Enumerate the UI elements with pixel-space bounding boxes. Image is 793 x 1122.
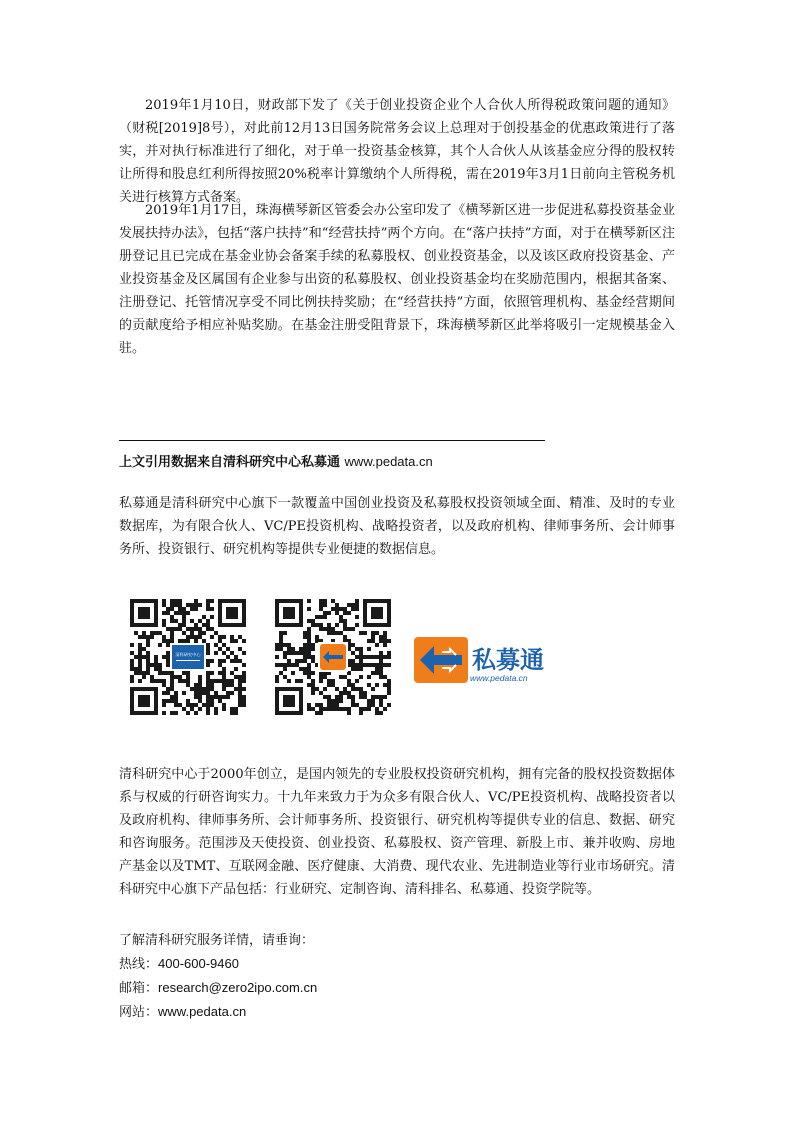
wechat-qr-code-pedata bbox=[271, 595, 395, 719]
zero2ipo-about: 清科研究中心于2000年创立，是国内领先的专业股权投资研究机构，拥有完备的股权投资数据体系与权威的行研咨询实力。十九年来致力于为众多有限合伙人、VC/PE投资机构、战略投资者以及政府机构、律师事务所、会计师事务所、投资银行、研究机构等提供专业的信息、数据、研究和咨询服务。范围涉及天使投资、创业投资、私募股权、资产管理、新股上市、兼并收购、房地产基金以及TMT、互联网金融、医疗健康、大消费、现代农业、先进制造业等行业市场研究。清科研究中心旗下产品包括：行业研究、定制咨询、清科排名、私募通、投资学院等。 bbox=[119, 767, 675, 897]
phone-label: 热线： bbox=[119, 957, 159, 972]
pedata-intro: 私募通是清科研究中心旗下一款覆盖中国创业投资及私募股权投资领域全面、精准、及时的专业数据库，为有限合伙人、VC/PE投资机构、战略投资者，以及政府机构、律师事务所、会计师事务所、投资银行、研究机构等提供专业便捷的数据信息。 bbox=[119, 496, 675, 557]
paragraph-hengqin-policy: 2019年1月17日，珠海横琴新区管委会办公室印发了《横琴新区进一步促进私募投资基金业发展扶持办法》，包括“落户扶持”和“经营扶持”两个方向。在“落户扶持”方面，对于在横琴新区注册登记且已完成在基金业协会备案手续的私募股权、创业投资基金，以及该区政府投资基金、产业投资基金及区属国有企业参与出资的私募股权、创业投资基金均在奖励范围内，根据其备案、注册登记、托管情况享受不同比例扶持奖励；在“经营扶持”方面，依照管理机构、基金经营期间的贡献度给予相应补贴奖励。在基金注册受阻背景下，珠海横琴新区此举将吸引一定规模基金入驻。 bbox=[119, 203, 675, 356]
pedata-logo bbox=[412, 595, 552, 719]
paragraph-tax-policy: 2019年1月10日，财政部下发了《关于创业投资企业个人合伙人所得税政策问题的通知》（财税[2019]8号），对此前12月13日国务院常务会议上总理对于创投基金的优惠政策进行了落实，并对执行标准进行了细化，对于单一投资基金核算，其个人合伙人从该基金应分得的股权转让所得和股息红利所得按照20%税率计算缴纳个人所得税，需在2019年3月1日前向主管税务机关进行核算方式备案。 bbox=[119, 98, 675, 205]
contact-phone-row bbox=[119, 952, 317, 976]
zero2ipo-logo-icon bbox=[172, 645, 204, 669]
contact-heading: 了解清科研究服务详情，请垂询： bbox=[119, 933, 315, 948]
contact-block bbox=[119, 929, 317, 1024]
data-source-note bbox=[119, 451, 433, 470]
email-address[interactable]: research@zero2ipo.com.cn bbox=[158, 980, 318, 995]
contact-email-row bbox=[119, 976, 317, 1000]
data-source-link[interactable]: www.pedata.cn bbox=[344, 454, 433, 469]
pedata-logo-url: www.pedata.cn bbox=[470, 673, 528, 683]
wechat-qr-code-zero2ipo bbox=[126, 595, 250, 719]
qr1-center-label: 清科研究中心 bbox=[175, 652, 201, 657]
email-label: 邮箱： bbox=[119, 981, 159, 996]
pedata-arrows-icon bbox=[320, 644, 346, 670]
footnote-divider bbox=[119, 440, 545, 441]
pedata-logo-icon bbox=[414, 637, 468, 683]
contact-website-row bbox=[119, 1000, 317, 1024]
phone-number[interactable]: 400-600-9460 bbox=[158, 956, 239, 971]
data-source-label: 上文引用数据来自清科研究中心私募通 bbox=[119, 455, 341, 470]
pedata-logo-name: 私募通 bbox=[472, 646, 544, 674]
website-label: 网站： bbox=[119, 1005, 159, 1020]
website-link[interactable]: www.pedata.cn bbox=[158, 1004, 247, 1019]
